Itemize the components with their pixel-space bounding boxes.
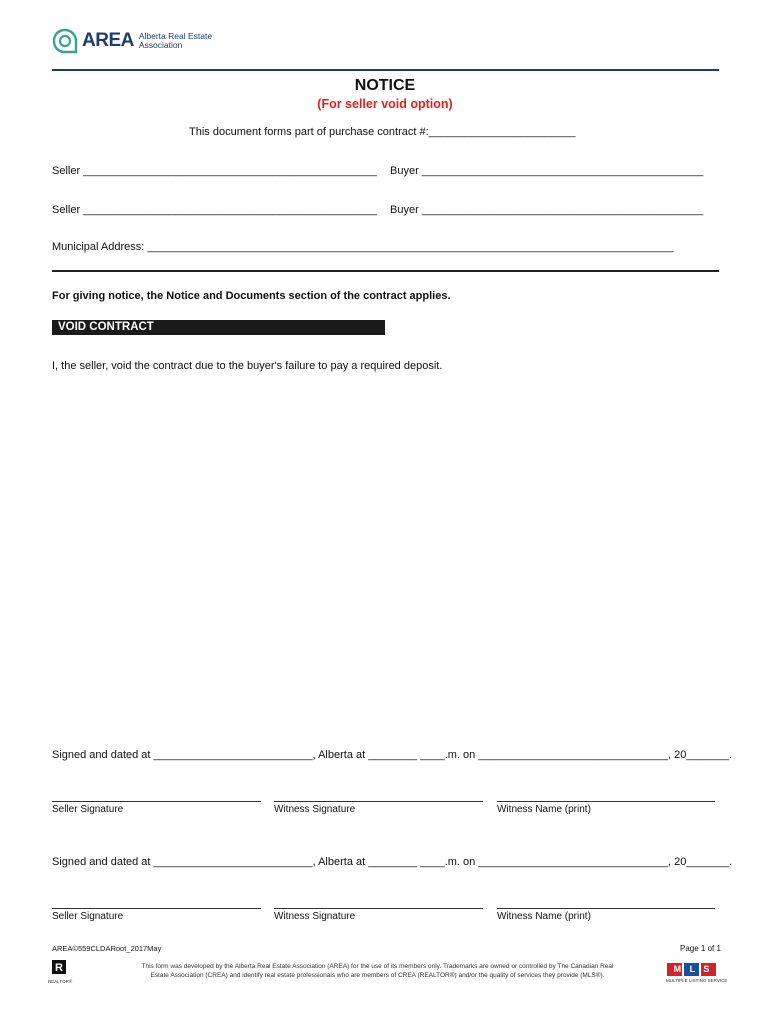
- document-title: NOTICE: [354, 77, 416, 94]
- witness-name-label-2: Witness Name (print): [497, 911, 591, 922]
- realtor-logo-icon: [52, 960, 66, 974]
- witness-signature-line-2[interactable]: [274, 908, 483, 909]
- witness-name-label-1: Witness Name (print): [497, 804, 591, 815]
- area-logo: [52, 28, 212, 54]
- realtor-mark-text: REALTOR®: [48, 979, 73, 984]
- logo-wordmark: AREA: [82, 30, 134, 51]
- witness-signature-line-1[interactable]: [274, 801, 483, 802]
- notice-instruction: For giving notice, the Notice and Documents section of the contract applies.: [52, 290, 451, 302]
- witness-signature-label-1: Witness Signature: [274, 804, 356, 815]
- seller-field-2[interactable]: Seller ________________________________________________: [52, 204, 377, 216]
- witness-name-line-2[interactable]: [497, 908, 715, 909]
- form-code: AREA©559CLDARoot_2017May: [52, 944, 162, 953]
- void-contract-heading: VOID CONTRACT: [52, 320, 385, 335]
- seller-field-1[interactable]: Seller ________________________________________________: [52, 165, 377, 177]
- section-rule: [52, 270, 719, 272]
- void-statement: I, the seller, void the contract due to the buyer's failure to pay a required deposit.: [52, 360, 443, 372]
- realtor-r-icon: [52, 960, 66, 974]
- seller-signature-line-2[interactable]: [52, 908, 261, 909]
- buyer-field-2[interactable]: Buyer ______________________________________________: [390, 204, 704, 216]
- witness-name-line-1[interactable]: [497, 801, 715, 802]
- document-subtitle: (For seller void option): [317, 97, 453, 111]
- svg-text:R: R: [55, 962, 63, 974]
- signed-dated-line-2[interactable]: Signed and dated at __________________________, Alberta at ________ ____.m. on _______________________________, 20_______.: [52, 856, 733, 868]
- signed-dated-line-1[interactable]: Signed and dated at __________________________, Alberta at ________ ____.m. on _______________________________, 20_______.: [52, 749, 733, 761]
- buyer-field-1[interactable]: Buyer ______________________________________________: [390, 165, 704, 177]
- witness-signature-label-2: Witness Signature: [274, 911, 356, 922]
- seller-signature-label-2: Seller Signature: [52, 911, 124, 922]
- page-number: Page 1 of 1: [680, 944, 721, 953]
- logo-subtitle: Alberta Real Estate Association: [138, 31, 213, 50]
- mls-logo-text: M L S: [673, 964, 710, 974]
- header-rule: [52, 69, 719, 71]
- municipal-address-field[interactable]: Municipal Address: ______________________________________________________________________________________: [52, 241, 674, 253]
- seller-signature-label-1: Seller Signature: [52, 804, 124, 815]
- disclaimer: This form was developed by the Alberta Real Estate Association (AREA) for the use of its members only. Trademarks are owned or controlled by The Canadian Real Estate Association (CREA) and identify real estate professionals who are members of CREA (REALTOR®) and/or the quality of services they provide (MLS®).: [141, 963, 614, 979]
- area-logo-icon: [52, 28, 78, 54]
- seller-signature-line-1[interactable]: [52, 801, 261, 802]
- mls-tagline: MULTIPLE LISTING SERVICE: [666, 978, 728, 983]
- contract-number-field[interactable]: This document forms part of purchase contract #:________________________: [189, 126, 576, 138]
